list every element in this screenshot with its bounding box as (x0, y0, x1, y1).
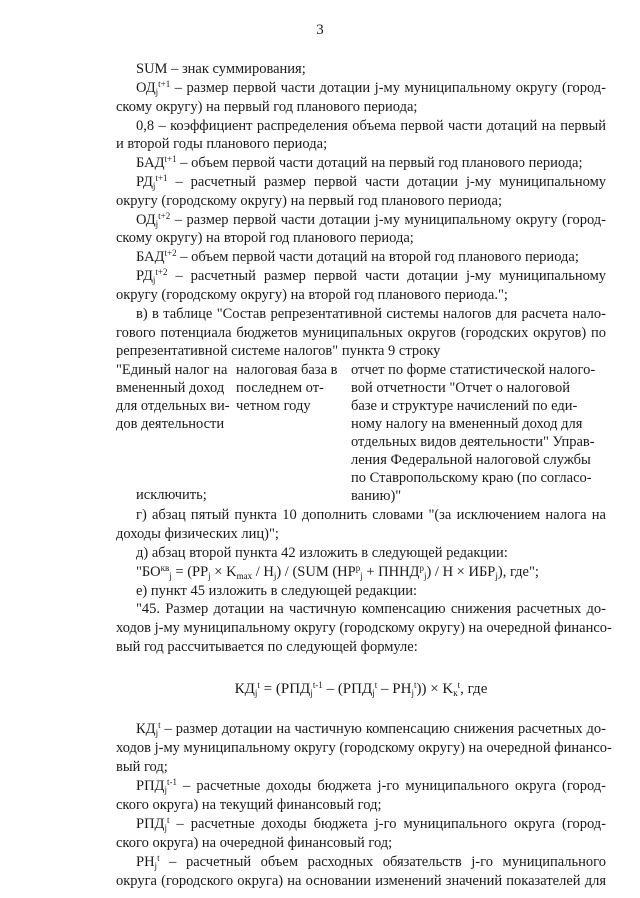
item-e-line: е) пункт 45 изложить в следующей редакции: (136, 583, 418, 599)
definition-line: скому округу) на первый год планового периода; (116, 99, 418, 115)
definition-line: $ОД_j^{t+1}$ – размер первой части дотации j-му муниципальному округу (город- (136, 79, 606, 97)
table-cell-tax: "Единый налог на вмененный доход для отдельных ви- дов деятельности (116, 362, 230, 432)
definition-line: скому округу) на второй год планового периода; (116, 230, 414, 246)
definition-line: SUM – знак суммирования; (136, 61, 306, 77)
table-cell-source: отчет по форме статистической налого- вой отчетности "Отчет о налоговой базе и структуре начислений по еди- ному налогу на вмененный доход для отдельных видов деятельности" Управ- ления Федеральной налоговой службы по Ставропольскому краю (по согласо- ванию)" (351, 362, 596, 504)
rpd1-definition-line: ского округа) на текущий финансовый год; (116, 797, 382, 813)
rpd2-definition-line: ского округа) на очередной финансовый год; (116, 835, 393, 851)
paragraph-45-line: вый год рассчитывается по следующей формуле: (116, 639, 418, 655)
rpd1-definition-line: $РПД_j^{t-1}$ – расчетные доходы бюджета j-го муниципального округа (город- (136, 777, 606, 795)
definition-line: $БАД^{t+2}$ – объем первой части дотаций на второй год планового периода; (136, 248, 579, 265)
definition-line: округу (городскому округу) на второй год планового периода."; (116, 287, 508, 303)
definition-line: округу (городскому округу) на первый год планового периода; (116, 193, 503, 209)
definition-line: $ОД_j^{t+2}$ – размер первой части дотации j-му муниципальному округу (город- (136, 211, 606, 229)
table-cell-base: налоговая база в последнем от- четном году (236, 362, 338, 414)
kd-definition-line: $КД_j^t$ – размер дотации на частичную компенсацию снижения расчетных до- (136, 720, 606, 738)
item-v-line: в) в таблице "Состав репрезентативной системы налогов для расчета нало- (136, 306, 606, 322)
paragraph-45-line: ходов j-му муниципальному округу (городскому округу) на очередной финансо- (116, 620, 612, 636)
definition-line: $РД_j^{t+1}$ – расчетный размер первой части дотации j-му муниципальному (136, 173, 606, 191)
exclude-line: исключить; (136, 487, 207, 503)
kd-definition-line: вый год; (116, 759, 168, 775)
item-g-line: доходы физических лиц)"; (116, 526, 279, 542)
rn-definition-line: округа (городского округа) на основании изменений значений показателей для (116, 873, 606, 889)
rpd2-definition-line: $РПД_j^t$ – расчетные доходы бюджета j-го муниципального округа (город- (136, 815, 606, 833)
definition-line: 0,8 – коэффициент распределения объема первой части дотаций на первый (136, 118, 606, 134)
item-v-line: гового потенциала бюджетов муниципальных округов (городских округов) по (116, 325, 606, 341)
bo-formula: "$БО^{кв}_j = (РР_j \times K_{max} / H_j) / (SUM$ ($НР^p_j$ + $ПННД^p_j) / H \times ИБР_j$), где"; (136, 563, 539, 581)
page-number: 3 (316, 22, 324, 38)
definition-line: $БАД^{t+1}$ – объем первой части дотаций на первый год планового периода; (136, 154, 583, 171)
paragraph-45-line: "45. Размер дотации на частичную компенсацию снижения расчетных до- (136, 601, 606, 617)
rn-definition-line: $РН_j^t$ – расчетный объем расходных обязательств j-го муниципального (136, 853, 606, 871)
definition-line: $РД_j^{t+2}$ – расчетный размер первой части дотации j-му муниципальному (136, 267, 606, 285)
kd-formula: $КД_j^t = (РПД_j^{t-1} - (РПД_j^t - РН_j^t)) \times K_к^t$, где (234, 680, 488, 698)
kd-definition-line: ходов j-му муниципальному округу (городскому округу) на очередной финансо- (116, 740, 612, 756)
definition-line: и второй годы планового периода; (116, 136, 328, 152)
item-v-line: репрезентативной системе налогов" пункта 9 строку (116, 343, 441, 359)
item-d-line: д) абзац второй пункта 42 изложить в следующей редакции: (136, 545, 508, 561)
item-g-line: г) абзац пятый пункта 10 дополнить словами "(за исключением налога на (136, 507, 606, 523)
